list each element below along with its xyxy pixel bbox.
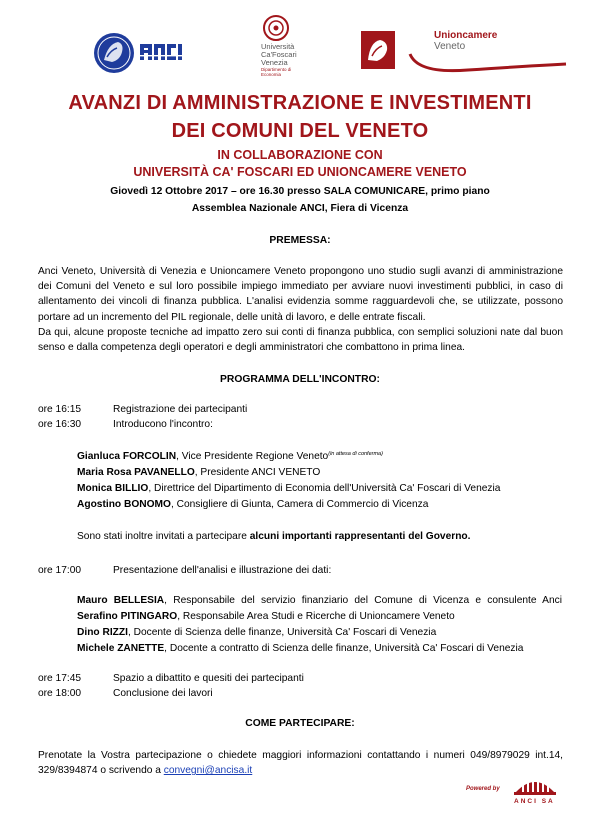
premessa-paragraph [38,264,563,355]
anci-sa-building-icon [510,770,560,800]
schedule-time: ore 17:00 [38,565,82,576]
anci-lion-icon [92,30,192,76]
event-date-location: Giovedì 12 Ottobre 2017 – ore 16.30 presso SALA COMUNICARE, primo piano [110,186,490,197]
ca-foscari-line1: Università [261,42,295,51]
schedule-time: ore 18:00 [38,688,82,699]
speaker-name: Dino RIZZI [77,627,128,638]
header-logos [0,0,600,90]
ca-foscari-line4: Dipartimento di Economia [261,67,292,77]
speaker-item [77,483,500,494]
premessa-heading: PREMESSA: [269,235,331,246]
schedule-time: ore 16:30 [38,419,82,430]
speaker-role: , Direttrice del Dipartimento di Economia dell'Università Ca' Foscari di Venezia [148,483,501,494]
speaker-role: , Docente di Scienza delle finanze, Università Ca' Foscari di Venezia [127,627,437,638]
speaker-item [77,499,428,510]
unioncamere-swoosh [408,52,568,76]
speaker-name: Monica BILLIO [77,483,149,494]
partecipare-line2 [38,763,563,778]
invited-bold: alcuni importanti rappresentanti del Governo. [249,531,471,542]
premessa-line: senso e dalla competenza degli operatori e degli amministratori che combattono in prima linea. [38,342,465,354]
speaker-note: (in attesa di conferma) [328,451,383,457]
programma-heading: PROGRAMMA DELL'INCONTRO: [220,374,380,385]
premessa-line: dei Comuni del Veneto e sul loro possibile impiego immediato per avviare nuovi investimenti pubblici, in caso di [38,281,563,293]
speaker-role: , Presidente ANCI VENETO [194,467,321,478]
premessa-line: allentamento dei vincoli di finanza pubblica. L'analisi evidenzia somme ragguardevoli che, se utilizzate, possono [38,296,563,308]
anci-sa-brand: ANCI SA [514,798,555,805]
unioncamere-line1: Unioncamere [434,30,498,41]
speaker-item [77,611,455,622]
powered-by-label: Powered by [466,786,500,792]
invited-text: Sono stati inoltre invitati a partecipare [77,531,250,542]
partecipare-heading: COME PARTECIPARE: [245,718,355,729]
schedule-text: Conclusione dei lavori [113,688,213,699]
schedule-time: ore 17:45 [38,673,82,684]
unioncamere-logo [360,30,550,80]
speaker-role: , Responsabile del servizio finanziario del Comune di Vicenza e consulente Anci [164,595,563,606]
speaker-name: Mauro BELLESIA [77,595,165,606]
email-link[interactable]: convegni@ancisa.it [163,765,253,777]
speaker-name: Michele ZANETTE [77,643,165,654]
schedule-time: ore 16:15 [38,404,82,415]
event-venue: Assemblea Nazionale ANCI, Fiera di Vicenza [191,203,409,214]
main-title-line1: AVANZI DI AMMINISTRAZIONE E INVESTIMENTI [68,92,532,114]
speaker-item [77,595,562,606]
collab-line1: IN COLLABORAZIONE CON [217,148,383,162]
anci-sa-logo [510,770,560,810]
speaker-role: , Vice Presidente Regione Veneto [176,451,329,462]
speaker-role: , Consigliere di Giunta, Camera di Commercio di Vicenza [170,499,429,510]
ca-foscari-line3: Venezia [261,58,288,67]
partecipare-line2-text: 329/8394874 o scrivendo a [38,765,164,777]
speaker-item [77,467,320,478]
unioncamere-lion-icon [360,30,396,70]
partecipare-line1: Prenotate la Vostra partecipazione o chiedete maggiori informazioni contattando i numeri 049/8979029 int.14, [38,750,563,761]
speaker-role: , Docente a contratto di Scienza delle finanze, Università Ca' Foscari di Venezia [164,643,524,654]
schedule-text: Introducono l'incontro: [113,419,213,430]
schedule-text: Registrazione dei partecipanti [113,404,248,415]
partecipare-paragraph [38,748,563,778]
anci-veneto-logo [92,30,192,76]
speaker-name: Agostino BONOMO [77,499,171,510]
speaker-name: Maria Rosa PAVANELLO [77,467,195,478]
premessa-line: Da qui, alcune proposte tecniche ad impatto zero sui conti di finanza pubblica, con semplici soluzioni nate dal buon [38,326,563,338]
speaker-item [77,451,383,462]
premessa-line: portare ad un incremento del PIL regionale, delle unità di lavoro, e delle entrate fiscali. [38,311,426,323]
premessa-line: Anci Veneto, Università di Venezia e Unioncamere Veneto propongono uno studio sugli avanzi di amministrazione [38,266,563,277]
ca-foscari-line2: Ca'Foscari [261,50,297,59]
schedule-text: Spazio a dibattito e quesiti dei partecipanti [113,673,304,684]
speaker-name: Gianluca FORCOLIN [77,451,177,462]
collab-line2: UNIVERSITÀ CA' FOSCARI ED UNIONCAMERE VENETO [133,165,467,179]
speaker-item [77,643,523,654]
speaker-item [77,627,436,638]
main-title-line2: DEI COMUNI DEL VENETO [171,120,429,142]
invited-note [77,531,471,542]
ca-foscari-emblem-icon [261,14,291,42]
speaker-role: , Responsabile Area Studi e Ricerche di Unioncamere Veneto [177,611,455,622]
unioncamere-line2: Veneto [434,41,466,52]
ca-foscari-logo [255,14,315,86]
speaker-name: Serafino PITINGARO [77,611,178,622]
schedule-text: Presentazione dell'analisi e illustrazione dei dati: [113,565,332,576]
